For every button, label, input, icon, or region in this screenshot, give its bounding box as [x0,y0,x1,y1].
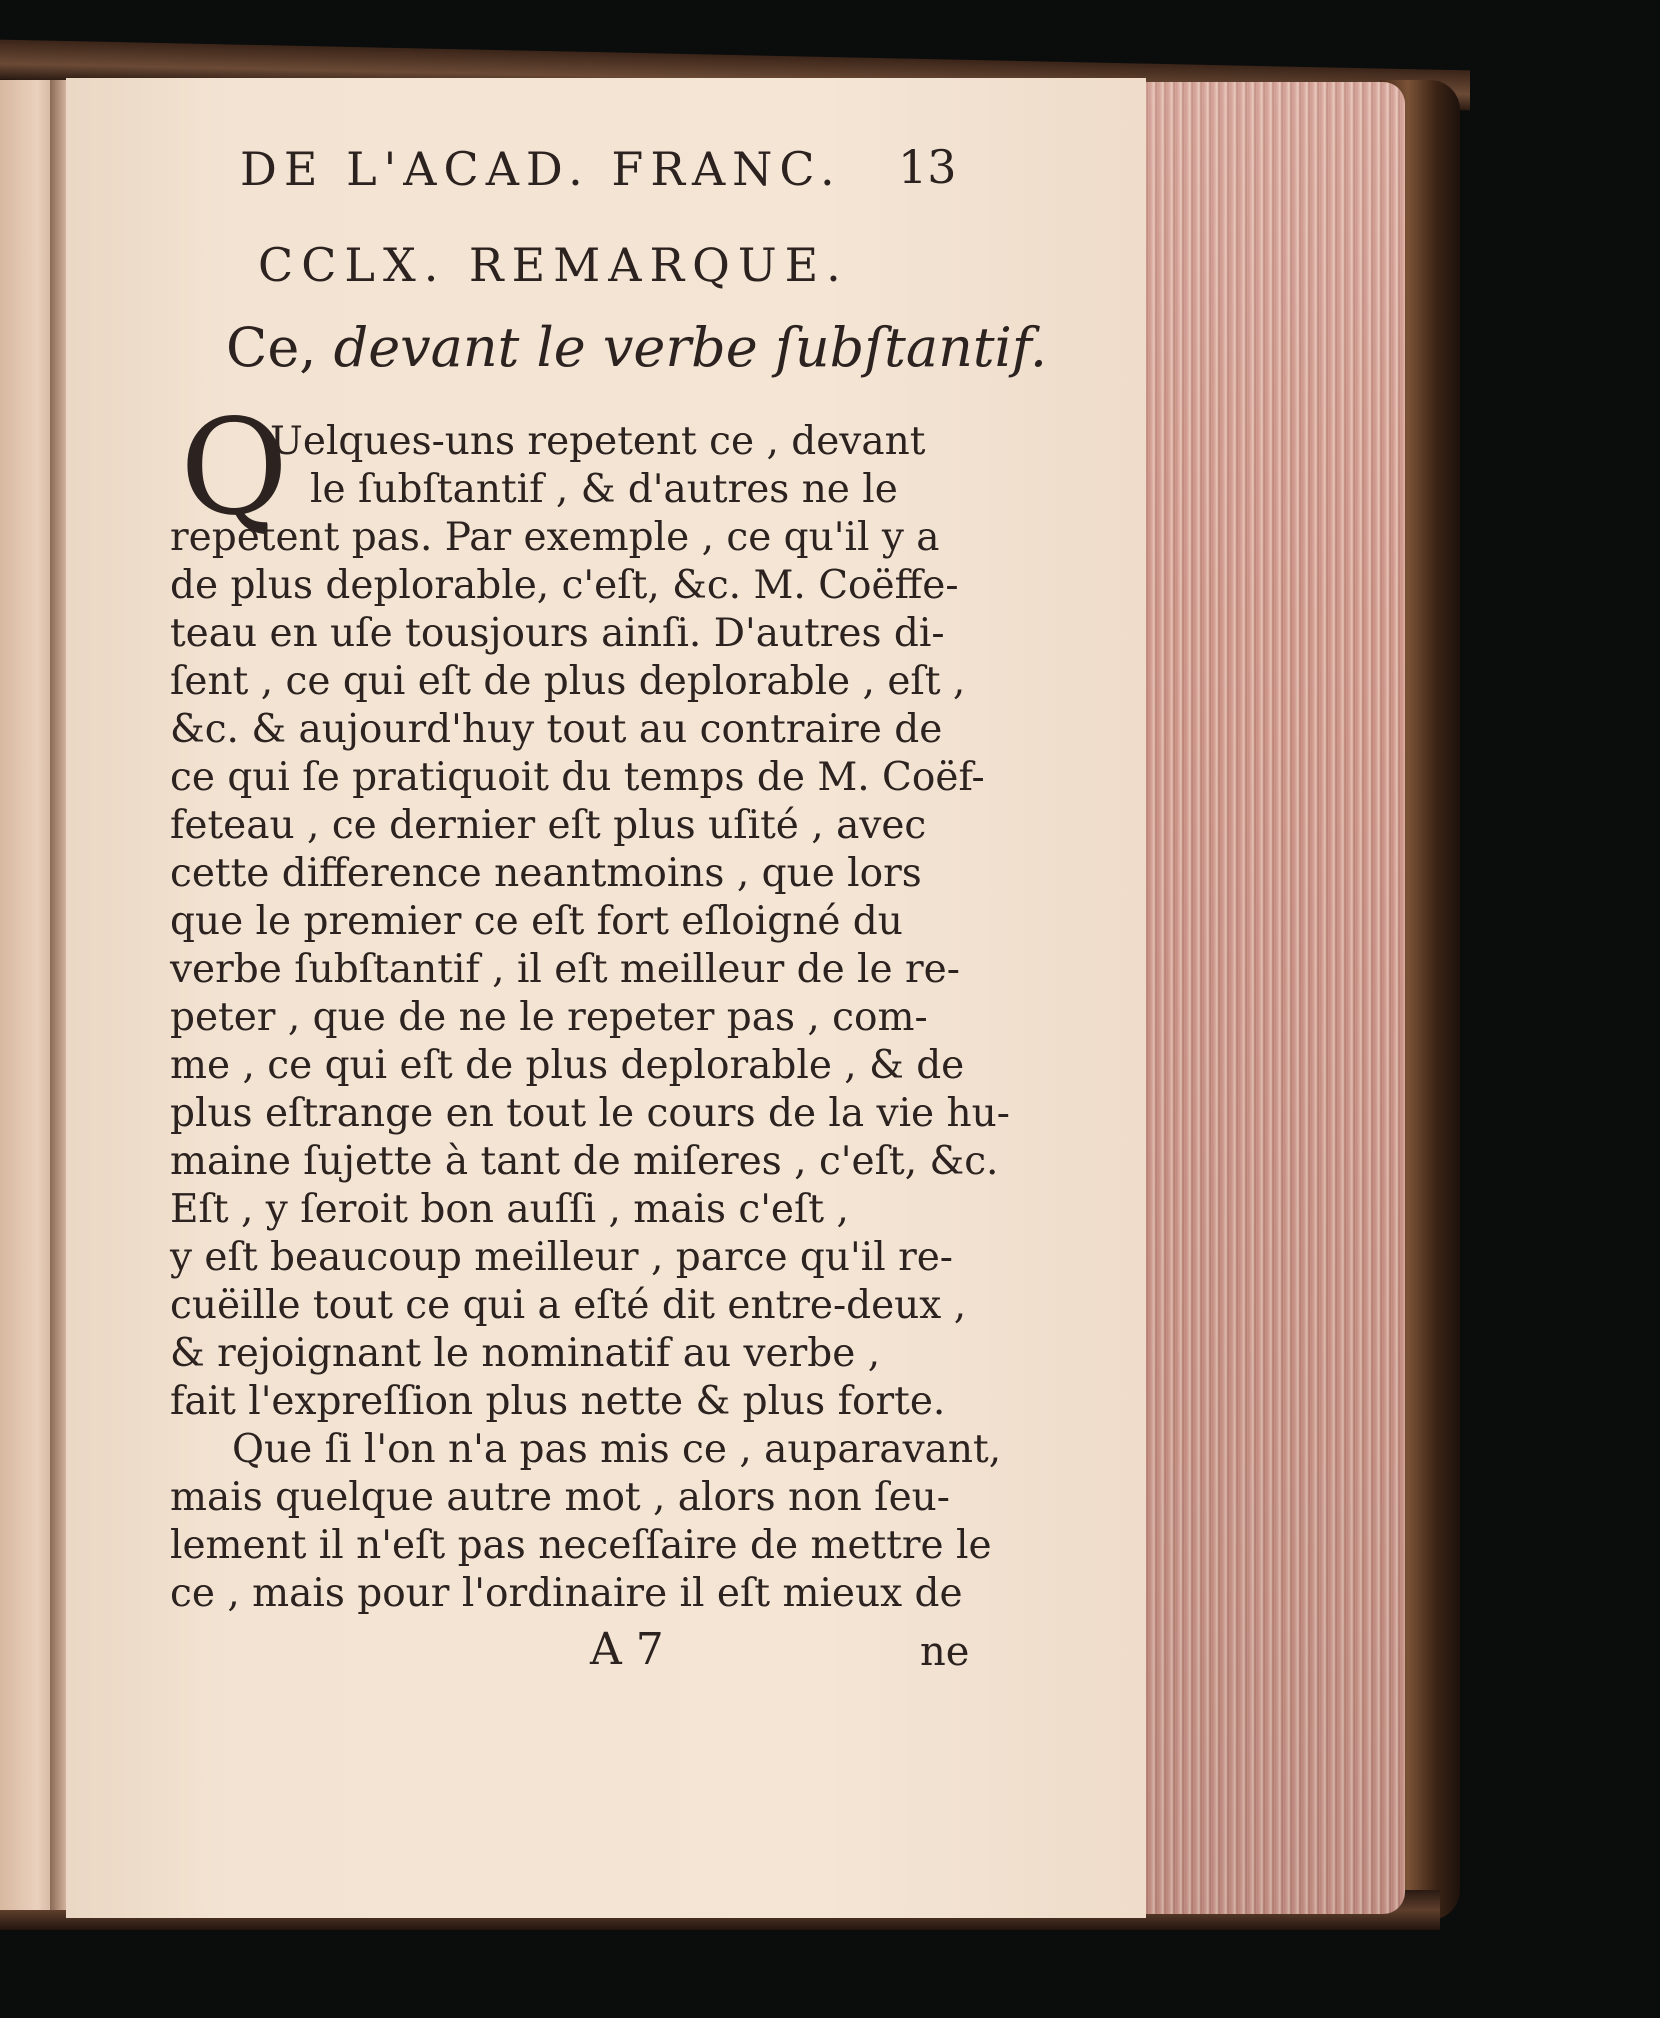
text-line: repetent pas. Par exemple , ce qu'il y a [170,515,940,560]
rule-title-italic: devant le verbe ſubſtantif. [333,316,1048,379]
text-line: ce qui ſe pratiquoit du temps de M. Coëf- [170,755,985,800]
catchword: ne [920,1629,970,1675]
page-edges-shading [1140,82,1405,1914]
text-line: y eſt beaucoup meilleur , parce qu'il re- [170,1235,953,1280]
text-line: plus eſtrange en tout le cours de la vie hu- [170,1091,1010,1136]
text-line: le ſubſtantif , & d'autres ne le [310,467,898,512]
text-line: verbe ſubſtantif , il eſt meilleur de le re- [170,947,960,992]
text-line: feteau , ce dernier eſt plus uſité , avec [170,803,927,848]
text-line: mais quelque autre mot , alors non ſeu- [170,1475,950,1520]
text-line: ſent , ce qui eſt de plus deplorable , eſt , [170,659,966,704]
text-line: maine ſujette à tant de miſeres , c'eſt, &c. [170,1139,999,1184]
text-line: peter , que de ne le repeter pas , com- [170,995,928,1040]
text-line: que le premier ce eſt fort eſloigné du [170,899,903,944]
text-line: me , ce qui eſt de plus deplorable , & de [170,1043,965,1088]
text-line: Uelques-uns repetent ce , devant [270,419,926,464]
text-line: Que ſi l'on n'a pas mis ce , auparavant, [232,1427,1002,1472]
signature-mark: A 7 [590,1624,664,1675]
text-line: & rejoignant le nominatif au verbe , [170,1331,881,1376]
drop-cap: Q [180,391,289,545]
text-line: ce , mais pour l'ordinaire il eſt mieux de [170,1571,963,1616]
rule-title-lead: Ce, [226,316,317,379]
page-number: 13 [898,140,957,194]
text-line: fait l'expreſſion plus nette & plus forte. [170,1379,946,1424]
text-line: lement il n'eſt pas neceſſaire de mettre le [170,1523,992,1568]
section-title: CCLX. REMARQUE. [258,238,849,292]
text-line: de plus deplorable, c'eſt, &c. M. Coëffe- [170,563,959,608]
text-line: teau en uſe tousjours ainſi. D'autres di- [170,611,945,656]
text-line: cette difference neantmoins , que lors [170,851,922,896]
running-head: DE L'ACAD. FRANC. [240,142,842,196]
text-line: &c. & aujourd'huy tout au contraire de [170,707,943,752]
text-line: cuëille tout ce qui a eſté dit entre-deux , [170,1283,967,1328]
rule-title [226,316,1047,379]
text-line: Eſt , y ſeroit bon auſſi , mais c'eſt , [170,1187,849,1232]
